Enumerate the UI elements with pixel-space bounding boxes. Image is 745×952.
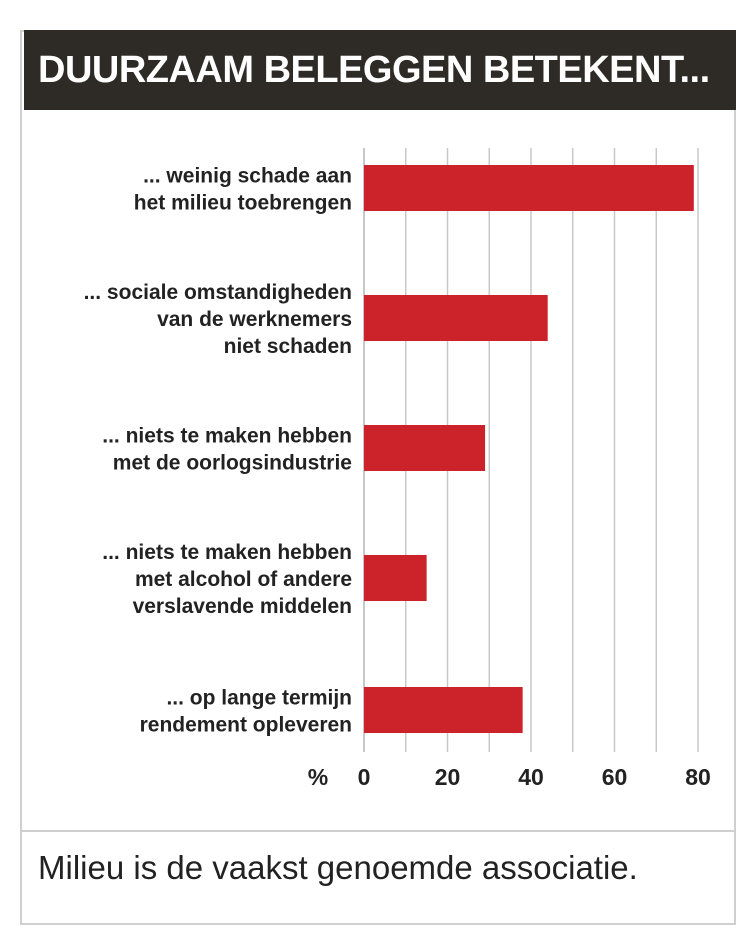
- divider: [20, 830, 736, 832]
- x-tick-label: 20: [434, 764, 461, 790]
- chart-title: DUURZAAM BELEGGEN BETEKENT...: [24, 30, 736, 110]
- x-tick-label: 40: [518, 764, 544, 790]
- category-label: ... niets te maken hebben met alcohol of andere verslavende middelen: [102, 541, 352, 618]
- x-tick-label: 80: [685, 764, 711, 790]
- bar: [364, 425, 485, 471]
- bar: [364, 165, 694, 211]
- bar: [364, 687, 523, 733]
- bar: [364, 555, 427, 601]
- category-label: ... niets te maken hebben met de oorlogsindustrie: [102, 424, 352, 475]
- x-tick-label: 60: [601, 764, 628, 790]
- chart-caption: Milieu is de vaakst genoemde associatie.: [38, 849, 638, 886]
- bar: [364, 295, 548, 341]
- category-label: ... sociale omstandigheden van de werknemers niet schaden: [83, 281, 352, 358]
- category-label: ... weinig schade aan het milieu toebrengen: [133, 164, 352, 215]
- unit-label: %: [307, 764, 329, 790]
- x-tick-label: 0: [357, 764, 371, 790]
- category-label: ... op lange termijn rendement opleveren: [139, 686, 352, 737]
